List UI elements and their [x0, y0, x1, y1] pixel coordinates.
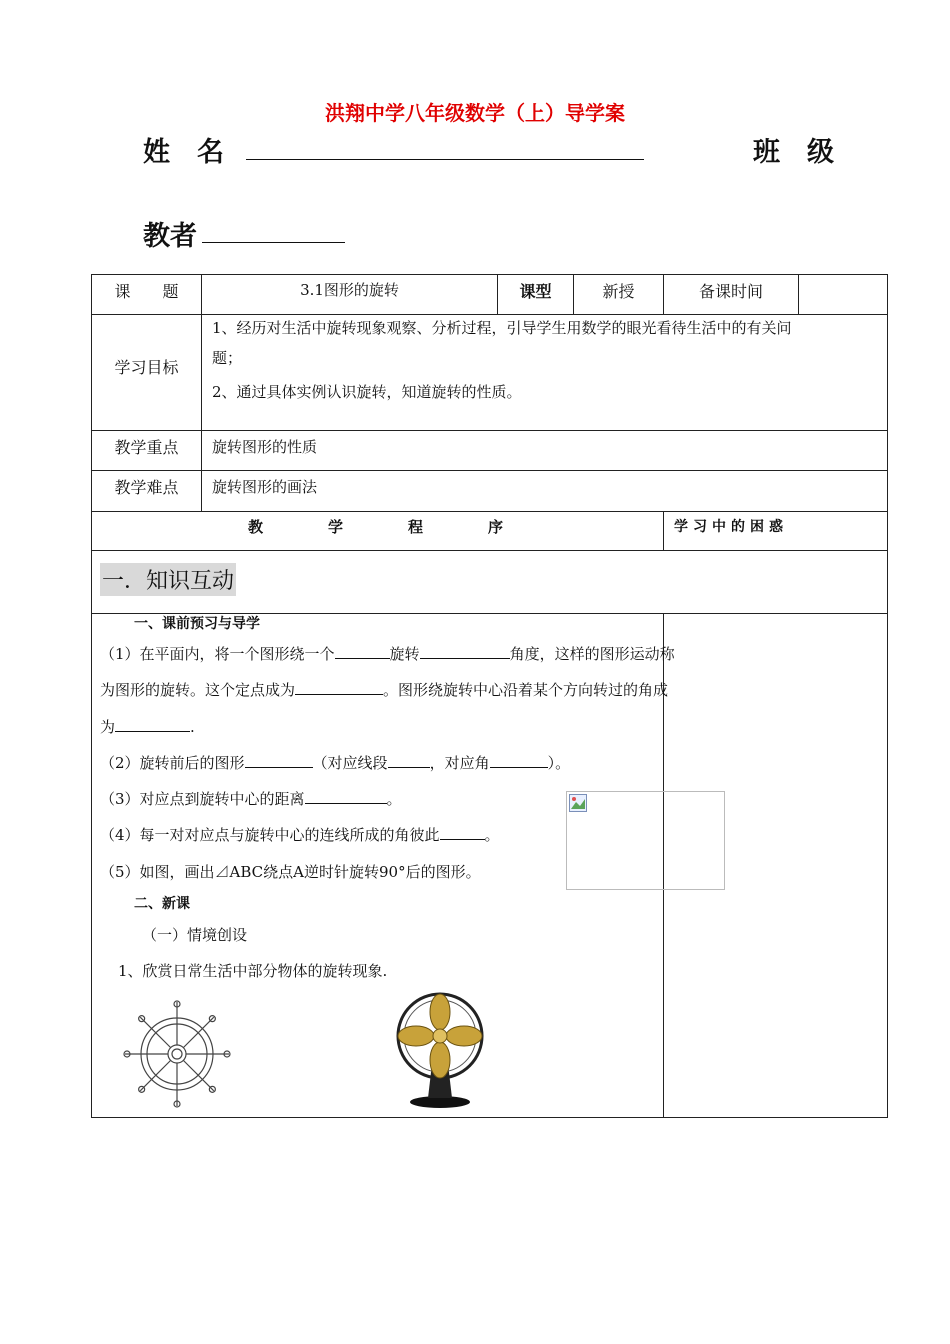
- lesson-plan-table: [91, 274, 888, 1118]
- blank: [115, 717, 190, 732]
- blank: [388, 753, 430, 768]
- key-label: 教学重点: [92, 431, 202, 471]
- section-row: [92, 551, 888, 614]
- blank: [295, 680, 383, 695]
- topic-value: 3.1图形的旋转: [202, 275, 498, 315]
- procedure-char: 序: [487, 518, 503, 536]
- blank: [305, 789, 387, 804]
- class-label: 班 级: [753, 137, 834, 168]
- teacher-underline: [202, 242, 345, 243]
- q5-line: （5）如图，画出⊿ABC绕点A逆时针旋转90°后的图形。: [100, 863, 481, 881]
- q1-line-c: 为 .: [100, 718, 195, 736]
- q1-line-b: 为图形的旋转。这个定点成为 。图形绕旋转中心沿着某个方向转过的角成: [100, 681, 669, 699]
- section-title: 一．知识互动: [100, 563, 236, 596]
- goal-line: 1、经历对生活中旋转现象观察、分析过程，引导学生用数学的眼光看待生活中的有关问: [212, 319, 792, 337]
- type-value: 新授: [574, 275, 664, 315]
- procedure-char: 学: [327, 518, 343, 536]
- blank: [245, 753, 313, 768]
- blank: [440, 825, 485, 840]
- teacher-label: 教者: [143, 221, 197, 252]
- goals-cell: [202, 315, 888, 431]
- appreciate-line: 1、欣赏日常生活中部分物体的旋转现象.: [118, 962, 388, 980]
- broken-image-icon: [569, 794, 587, 812]
- ship-wheel-image: [119, 996, 235, 1112]
- q3-line: （3）对应点到旋转中心的距离 。: [100, 790, 402, 808]
- document-title: 洪翔中学八年级数学（上）导学案: [325, 101, 625, 125]
- prep-time-value: [799, 275, 888, 315]
- procedure-char: 教: [248, 518, 264, 536]
- situation-heading: （一）情境创设: [142, 926, 248, 944]
- new-lesson-heading: 二、新课: [134, 896, 190, 912]
- preview-heading: 一、课前预习与导学: [134, 616, 260, 632]
- blank: [335, 644, 390, 659]
- content-cell: [92, 614, 675, 1118]
- q1-line-a: （1）在平面内，将一个图形绕一个 旋转 角度，这样的图形运动称: [100, 645, 675, 663]
- procedure-char: 程: [407, 518, 423, 536]
- goal-line: 2、通过具体实例认识旋转，知道旋转的性质。: [212, 383, 522, 401]
- broken-image-placeholder: [566, 791, 725, 890]
- electric-fan-image: [392, 992, 488, 1112]
- difficulty-value: 旋转图形的画法: [202, 471, 888, 512]
- topic-label: 课 题: [92, 275, 202, 315]
- blank: [420, 644, 510, 659]
- difficulty-label: 教学难点: [92, 471, 202, 512]
- prep-time-label: 备课时间: [664, 275, 799, 315]
- q4-line: （4）每一对对应点与旋转中心的连线所成的角彼此 。: [100, 826, 500, 844]
- goal-line: 题；: [212, 349, 243, 367]
- goals-label: 学习目标: [92, 315, 202, 431]
- key-value: 旋转图形的性质: [202, 431, 888, 471]
- blank: [490, 753, 548, 768]
- confusion-label: 学习中的困惑: [664, 512, 888, 551]
- name-label: 姓 名: [143, 137, 224, 168]
- procedure-header: [92, 512, 664, 551]
- q2-line: （2）旋转前后的图形 （对应线段 ，对应角 ）。: [100, 754, 571, 772]
- type-label: 课型: [498, 275, 574, 315]
- name-underline: [246, 159, 644, 160]
